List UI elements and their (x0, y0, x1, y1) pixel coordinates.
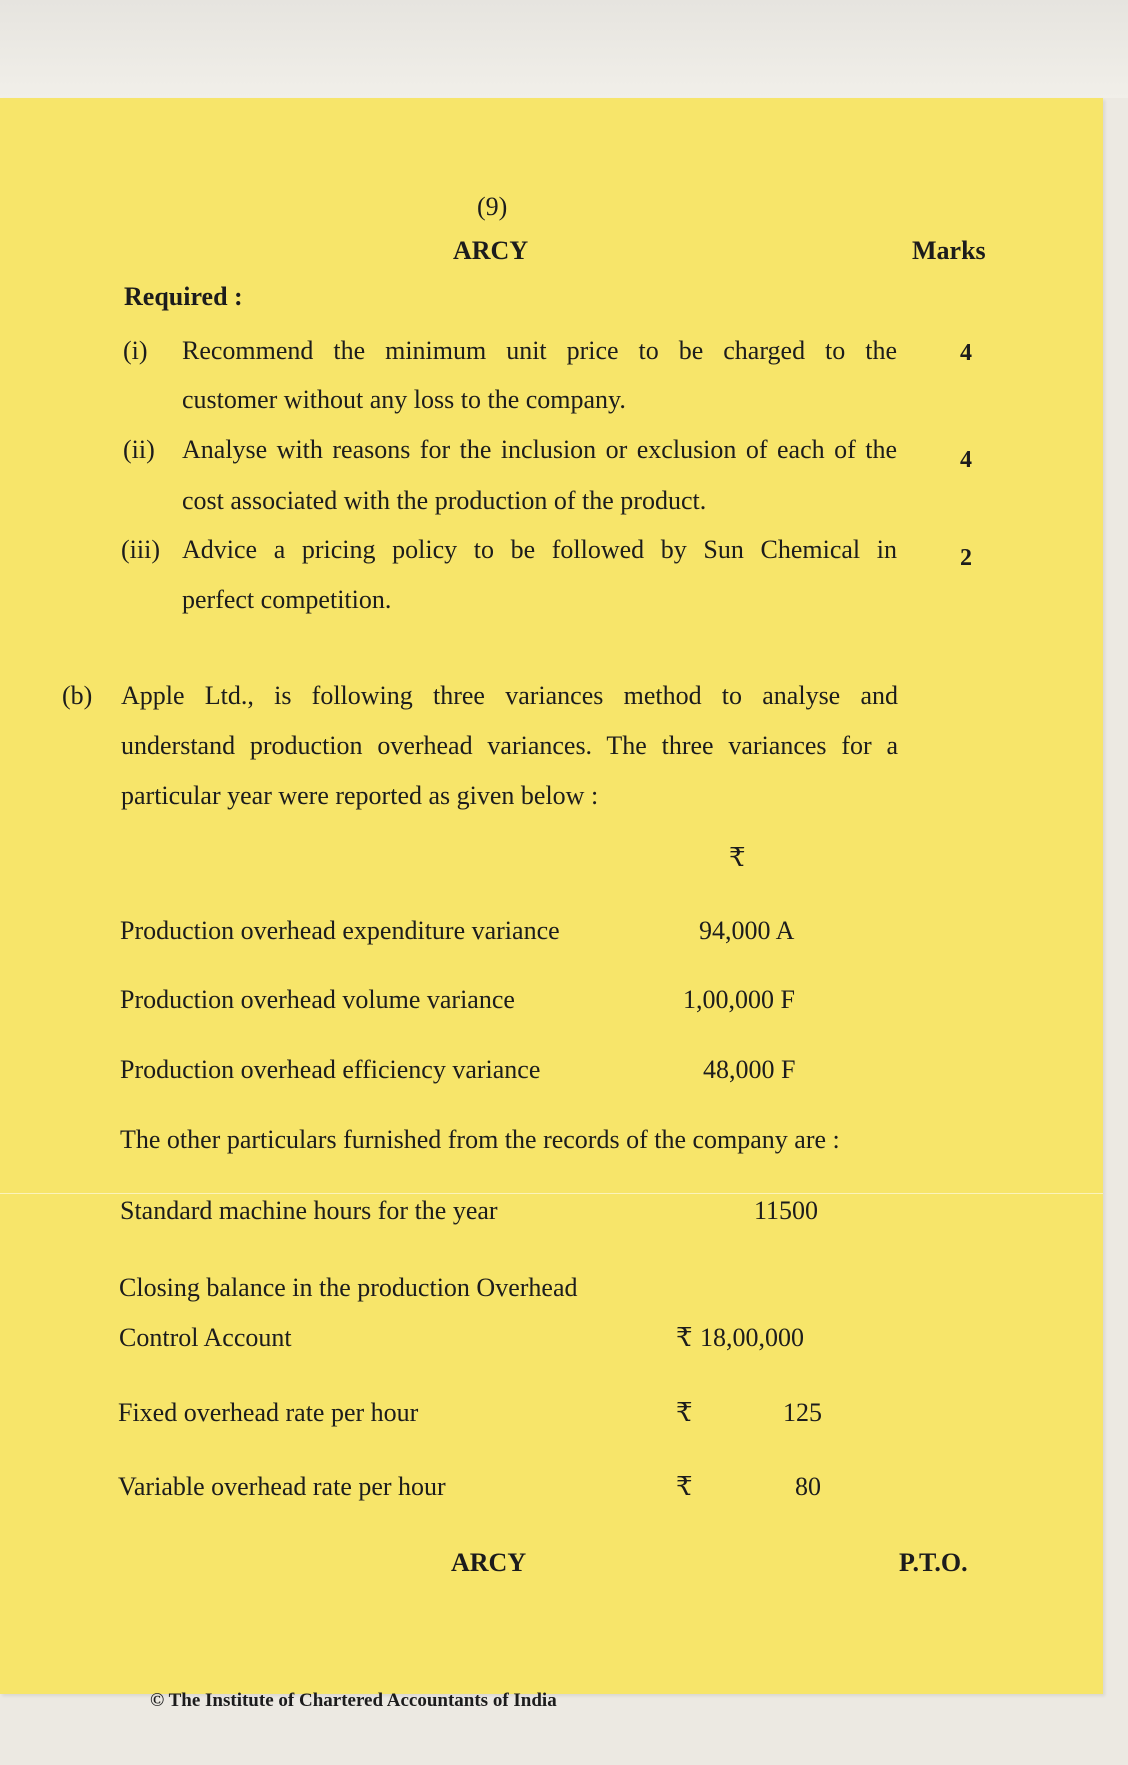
question-text: Recommend the minimum unit price to be charged to the (182, 336, 897, 365)
exam-page (0, 98, 1103, 1711)
question-text: Analyse with reasons for the inclusion or exclusion of each of the (182, 435, 897, 464)
particular-label: Control Account (119, 1323, 292, 1352)
particular-label: Closing balance in the production Overhead (119, 1273, 578, 1302)
paper-code: ARCY (453, 236, 529, 265)
variance-value: 1,00,000 F (683, 985, 795, 1014)
question-marks: 4 (960, 447, 972, 473)
please-turn-over: P.T.O. (899, 1548, 968, 1577)
particular-value: 18,00,000 (700, 1323, 804, 1352)
particular-currency: ₹ (676, 1398, 693, 1427)
particular-label: Variable overhead rate per hour (118, 1472, 446, 1501)
question-text: Advice a pricing policy to be followed by Sun Chemical in (182, 535, 897, 564)
page-fold-line (0, 1193, 1103, 1194)
particular-label: Standard machine hours for the year (120, 1196, 498, 1225)
question-text: perfect competition. (182, 585, 392, 614)
copyright-notice: © The Institute of Chartered Accountants of India (150, 1690, 557, 1711)
other-particulars-intro: The other particulars furnished from the records of the company are : (120, 1125, 840, 1154)
part-b-intro-line: Apple Ltd., is following three variances method to analyse and (121, 681, 898, 710)
particular-value: 80 (795, 1472, 821, 1501)
question-marks: 2 (960, 545, 972, 571)
variance-value: 48,000 F (703, 1055, 796, 1084)
particular-currency: ₹ (676, 1472, 693, 1501)
part-b-intro-line: particular year were reported as given below : (121, 781, 599, 810)
part-b-label: (b) (62, 681, 93, 710)
variance-label: Production overhead volume variance (120, 985, 515, 1014)
part-b-intro-line: understand production overhead variances. The three variances for a (121, 731, 898, 760)
variance-label: Production overhead expenditure variance (120, 916, 560, 945)
question-text: customer without any loss to the company. (182, 385, 626, 414)
required-heading: Required : (124, 282, 243, 311)
particular-value: 11500 (754, 1196, 819, 1225)
question-marks: 4 (960, 340, 972, 366)
particular-value: 125 (783, 1398, 822, 1427)
variance-value: 94,000 A (699, 916, 795, 945)
page-number: (9) (477, 192, 508, 221)
question-text: cost associated with the production of the product. (182, 486, 707, 515)
marks-heading: Marks (912, 236, 986, 265)
footer-paper-code: ARCY (451, 1548, 527, 1577)
currency-column-heading: ₹ (729, 843, 746, 872)
variance-label: Production overhead efficiency variance (120, 1055, 541, 1084)
question-number: (i) (123, 336, 148, 365)
paper-edge-top (0, 0, 1128, 98)
question-number: (iii) (121, 535, 160, 564)
particular-label: Fixed overhead rate per hour (118, 1398, 419, 1427)
particular-currency: ₹ (676, 1323, 693, 1352)
question-number: (ii) (123, 435, 155, 464)
